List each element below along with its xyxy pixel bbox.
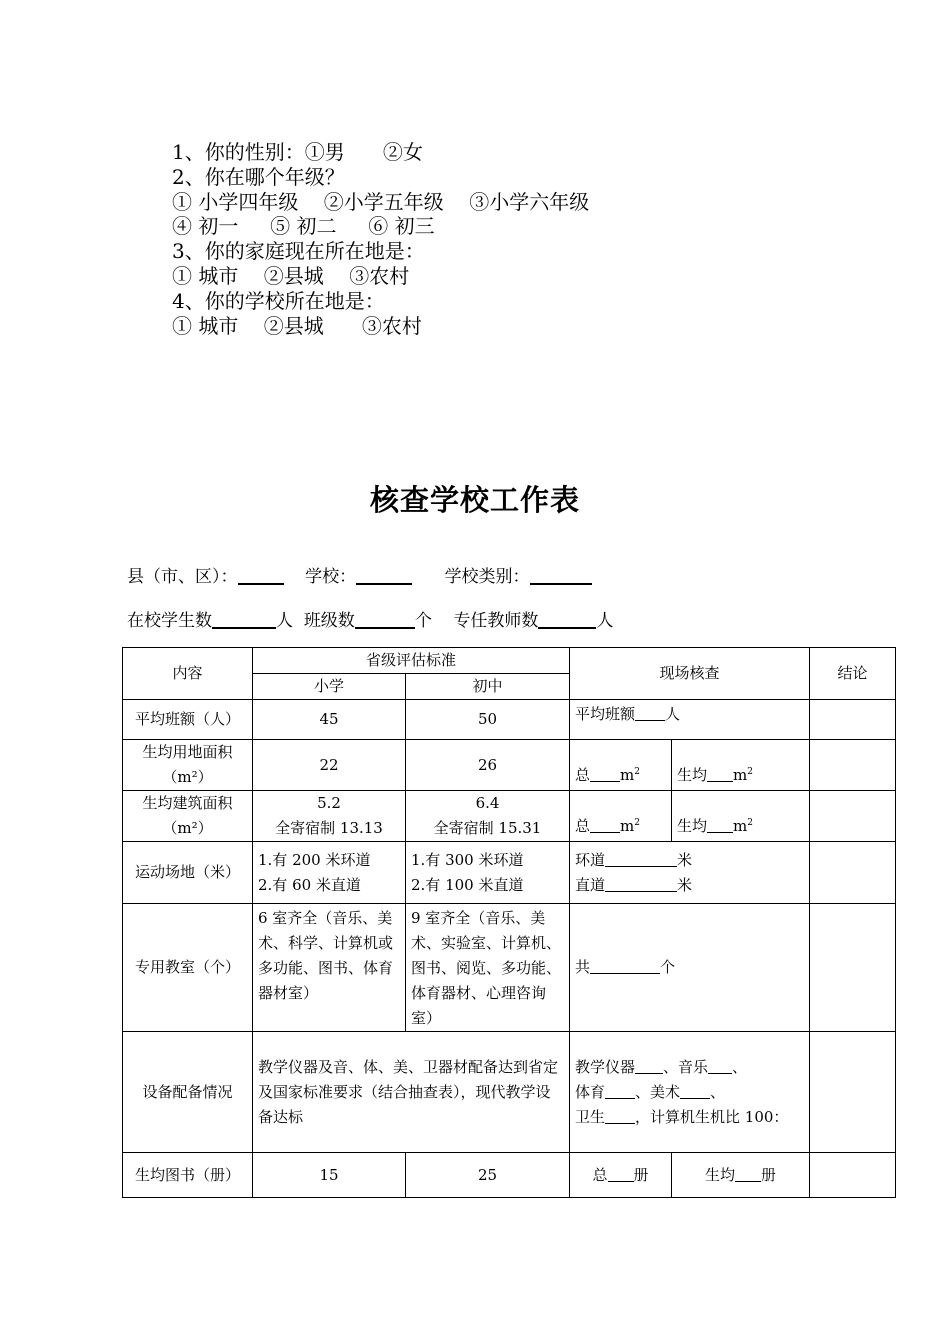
students-label: 在校学生数 bbox=[127, 611, 212, 631]
row-equipment bbox=[123, 1032, 896, 1153]
classes-blank[interactable] bbox=[355, 610, 415, 629]
building-per-label: 生均 bbox=[677, 817, 708, 835]
eq-health-label: 卫生 bbox=[575, 1107, 606, 1126]
q2-options-b: ④ 初一 ⑤ 初二 ⑥ 初三 bbox=[172, 214, 435, 239]
building-label: 生均建筑面积（m²） bbox=[123, 791, 253, 842]
class-size-check[interactable] bbox=[570, 700, 810, 740]
verification-table bbox=[122, 647, 896, 1198]
school-type-label: 学校类别： bbox=[444, 567, 530, 587]
row-sports-field bbox=[123, 842, 896, 904]
q2-options-a: ① 小学四年级 ②小学五年级 ③小学六年级 bbox=[172, 189, 590, 214]
class-size-blank[interactable] bbox=[635, 705, 665, 721]
survey-questions bbox=[172, 140, 589, 338]
eq-art-blank[interactable] bbox=[680, 1083, 710, 1099]
header-content: 内容 bbox=[123, 648, 253, 700]
books-junior: 25 bbox=[406, 1153, 570, 1198]
class-size-check-label: 平均班额 bbox=[575, 705, 636, 723]
sports-straight-unit: 米 bbox=[677, 875, 693, 894]
header-row-1 bbox=[123, 648, 896, 674]
land-total-check[interactable]: 总 $m^2$ bbox=[570, 740, 672, 791]
person-unit: 人 bbox=[276, 611, 293, 631]
sports-track-blank[interactable] bbox=[605, 851, 677, 867]
eq-music-blank[interactable] bbox=[708, 1058, 732, 1074]
sports-junior-straight: 2.有 100 米直道 bbox=[411, 875, 524, 894]
rooms-blank[interactable] bbox=[590, 958, 660, 974]
books-total-unit: 册 bbox=[633, 1165, 649, 1184]
land-per-blank[interactable] bbox=[707, 766, 733, 782]
books-total-blank[interactable] bbox=[608, 1166, 634, 1182]
equipment-check[interactable] bbox=[570, 1032, 810, 1153]
class-size-unit: 人 bbox=[665, 705, 681, 723]
class-size-junior: 50 bbox=[406, 700, 570, 740]
building-primary-value: 5.2 bbox=[317, 794, 341, 812]
sports-junior bbox=[406, 842, 570, 904]
sports-check[interactable] bbox=[570, 842, 810, 904]
teachers-blank[interactable] bbox=[538, 610, 596, 629]
books-label: 生均图书（册） bbox=[123, 1153, 253, 1198]
class-size-label: 平均班额（人） bbox=[123, 700, 253, 740]
rooms-primary: 6 室齐全（音乐、美术、科学、计算机或多功能、图书、体育器材室） bbox=[253, 904, 406, 1032]
eq-pe-label: 体育 bbox=[575, 1082, 606, 1101]
header-onsite: 现场核查 bbox=[570, 648, 810, 700]
q1-gender: 1、你的性别：①男 ②女 bbox=[172, 140, 423, 164]
row-building-area bbox=[123, 791, 896, 842]
sports-primary bbox=[253, 842, 406, 904]
row-land-area bbox=[123, 740, 896, 791]
books-per-blank[interactable] bbox=[735, 1166, 761, 1182]
eq-instruments-blank[interactable] bbox=[635, 1058, 663, 1074]
rooms-label: 专用教室（个） bbox=[123, 904, 253, 1032]
rooms-junior: 9 室齐全（音乐、美术、实验室、计算机、图书、阅览、多功能、体育器材、心理咨询室） bbox=[406, 904, 570, 1032]
classes-label: 班级数 bbox=[303, 611, 355, 631]
eq-sep-1: 、 bbox=[732, 1057, 748, 1076]
building-per-unit: m bbox=[733, 817, 748, 835]
sports-label: 运动场地（米） bbox=[123, 842, 253, 904]
building-primary bbox=[253, 791, 406, 842]
building-total-blank[interactable] bbox=[590, 817, 620, 833]
county-label: 县（市、区）： bbox=[127, 567, 238, 587]
class-size-conclusion[interactable] bbox=[810, 700, 896, 740]
books-per-check[interactable] bbox=[672, 1153, 810, 1198]
row-special-rooms bbox=[123, 904, 896, 1032]
building-per-blank[interactable] bbox=[707, 817, 733, 833]
land-label: 生均用地面积（m²） bbox=[123, 740, 253, 791]
books-primary: 15 bbox=[253, 1153, 406, 1198]
person-unit-2: 人 bbox=[596, 611, 614, 631]
building-junior bbox=[406, 791, 570, 842]
q4-options: ① 城市 ②县城 ③农村 bbox=[172, 313, 422, 338]
school-type-blank[interactable] bbox=[530, 566, 592, 585]
page-title: 核查学校工作表 bbox=[369, 483, 580, 517]
rooms-check-label: 共 bbox=[575, 958, 591, 976]
info-line-1 bbox=[127, 562, 592, 587]
land-primary: 22 bbox=[253, 740, 406, 791]
row-books bbox=[123, 1153, 896, 1198]
books-total-label: 总 bbox=[592, 1165, 608, 1184]
q3-home-location: 3、你的家庭现在所在地是： bbox=[172, 239, 425, 264]
school-blank[interactable] bbox=[356, 566, 412, 585]
building-total-unit: m bbox=[620, 817, 635, 835]
books-total-check[interactable] bbox=[570, 1153, 672, 1198]
sports-track-unit: 米 bbox=[677, 850, 693, 869]
eq-instruments-label: 教学仪器 bbox=[575, 1057, 636, 1076]
school-label: 学校： bbox=[305, 567, 357, 587]
class-size-primary: 45 bbox=[253, 700, 406, 740]
ge-unit: 个 bbox=[414, 611, 432, 631]
building-junior-value: 6.4 bbox=[475, 794, 500, 812]
building-conclusion[interactable] bbox=[810, 791, 896, 842]
land-per-check[interactable]: 生均 $m^2$ bbox=[672, 740, 810, 791]
building-total-check[interactable]: 总 $m^2$ bbox=[570, 791, 672, 842]
land-per-unit: m bbox=[733, 766, 748, 784]
books-per-label: 生均 bbox=[705, 1165, 736, 1184]
building-junior-boarding: 全寄宿制 15.31 bbox=[433, 819, 542, 837]
land-total-label: 总 bbox=[575, 766, 591, 784]
students-blank[interactable] bbox=[212, 610, 276, 629]
q2-grade: 2、你在哪个年级？ bbox=[172, 164, 345, 189]
land-total-blank[interactable] bbox=[590, 766, 620, 782]
info-line-2 bbox=[127, 606, 613, 631]
equipment-standard: 教学仪器及音、体、美、卫器材配备达到省定及国家标准要求（结合抽查表），现代教学设备达标 bbox=[253, 1032, 570, 1153]
county-blank[interactable] bbox=[238, 566, 284, 585]
teachers-label: 专任教师数 bbox=[453, 611, 539, 631]
header-standard: 省级评估标准 bbox=[253, 648, 570, 674]
q3-options: ① 城市 ②县城 ③农村 bbox=[172, 263, 410, 288]
eq-pe-blank[interactable] bbox=[605, 1083, 635, 1099]
eq-health-blank[interactable] bbox=[605, 1108, 635, 1124]
land-total-unit: m bbox=[620, 766, 635, 784]
building-per-check[interactable]: 生均 $m^2$ bbox=[672, 791, 810, 842]
land-junior: 26 bbox=[406, 740, 570, 791]
sports-primary-track: 1.有 200 米环道 bbox=[258, 850, 371, 869]
books-per-unit: 册 bbox=[761, 1165, 777, 1184]
eq-music-label: 、音乐 bbox=[663, 1057, 709, 1076]
rooms-check[interactable] bbox=[570, 904, 810, 1032]
land-conclusion[interactable] bbox=[810, 740, 896, 791]
equipment-label: 设备配备情况 bbox=[123, 1032, 253, 1153]
sports-track-label: 环道 bbox=[575, 850, 606, 869]
books-conclusion[interactable] bbox=[810, 1153, 896, 1198]
header-primary: 小学 bbox=[253, 674, 406, 700]
sports-primary-straight: 2.有 60 米直道 bbox=[258, 875, 361, 894]
building-total-label: 总 bbox=[575, 817, 591, 835]
eq-sep-2: 、 bbox=[710, 1082, 726, 1101]
header-junior: 初中 bbox=[406, 674, 570, 700]
sports-straight-blank[interactable] bbox=[605, 876, 677, 892]
sports-straight-label: 直道 bbox=[575, 875, 606, 894]
sports-conclusion[interactable] bbox=[810, 842, 896, 904]
rooms-unit: 个 bbox=[660, 958, 676, 976]
equipment-conclusion[interactable] bbox=[810, 1032, 896, 1153]
sports-junior-track: 1.有 300 米环道 bbox=[411, 850, 524, 869]
building-primary-boarding: 全寄宿制 13.13 bbox=[275, 819, 383, 837]
row-class-size bbox=[123, 700, 896, 740]
land-per-label: 生均 bbox=[677, 766, 708, 784]
eq-art-label: 、美术 bbox=[635, 1082, 681, 1101]
header-conclusion: 结论 bbox=[810, 648, 896, 700]
eq-computer-ratio: ，计算机生机比 100： bbox=[635, 1107, 789, 1126]
rooms-conclusion[interactable] bbox=[810, 904, 896, 1032]
q4-school-location: 4、你的学校所在地是： bbox=[172, 288, 385, 313]
